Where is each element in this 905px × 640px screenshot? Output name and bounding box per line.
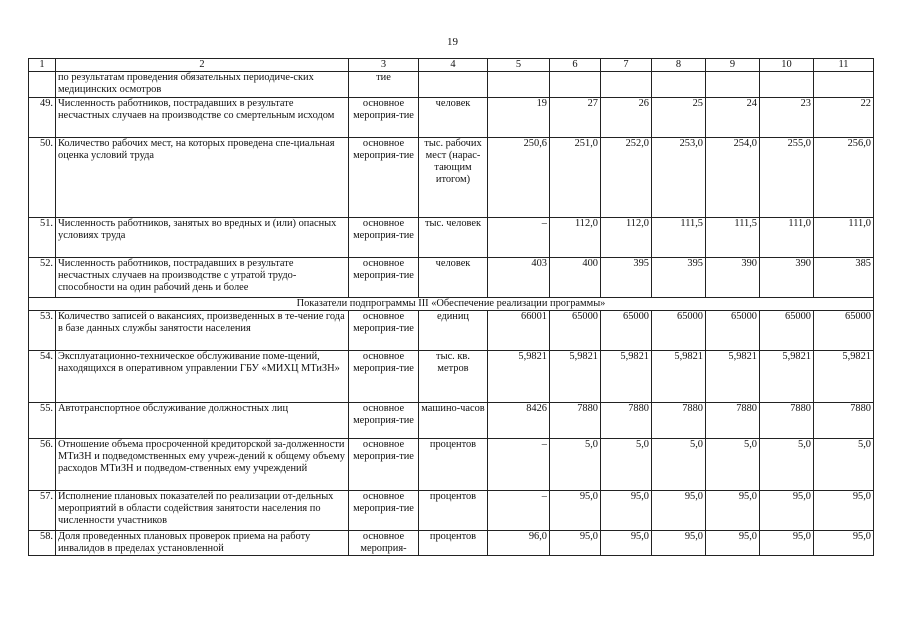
value-cell: 19 — [488, 98, 550, 138]
value-cell: – — [488, 439, 550, 491]
indicator-type: основное мероприя- — [349, 531, 419, 556]
value-cell — [814, 72, 874, 98]
value-cell: 5,9821 — [550, 351, 601, 403]
table-row — [29, 72, 874, 98]
unit-of-measure: тыс. человек — [419, 218, 488, 258]
value-cell: 252,0 — [601, 138, 652, 218]
value-cell: – — [488, 218, 550, 258]
row-number — [29, 72, 56, 98]
unit-of-measure: процентов — [419, 491, 488, 531]
row-number: 50. — [29, 138, 56, 218]
table-row — [29, 311, 874, 351]
indicator-name: Доля проведенных плановых проверок приема на работу инвалидов в пределах установленной — [56, 531, 349, 556]
value-cell: 255,0 — [760, 138, 814, 218]
value-cell: 7880 — [550, 403, 601, 439]
column-header: 11 — [814, 59, 874, 72]
value-cell — [601, 72, 652, 98]
value-cell: 5,9821 — [814, 351, 874, 403]
unit-of-measure: человек — [419, 258, 488, 298]
unit-of-measure: человек — [419, 98, 488, 138]
column-header: 7 — [601, 59, 652, 72]
value-cell: 23 — [760, 98, 814, 138]
value-cell: 5,9821 — [706, 351, 760, 403]
table-row — [29, 531, 874, 556]
unit-of-measure — [419, 72, 488, 98]
indicator-name: Автотранспортное обслуживание должностных лиц — [56, 403, 349, 439]
table-row — [29, 351, 874, 403]
value-cell: 400 — [550, 258, 601, 298]
unit-of-measure: процентов — [419, 439, 488, 491]
unit-of-measure: процентов — [419, 531, 488, 556]
value-cell: 7880 — [760, 403, 814, 439]
unit-of-measure: единиц — [419, 311, 488, 351]
indicator-type: тие — [349, 72, 419, 98]
row-number: 58. — [29, 531, 56, 556]
table-row — [29, 98, 874, 138]
row-number: 57. — [29, 491, 56, 531]
value-cell: 112,0 — [601, 218, 652, 258]
row-number: 55. — [29, 403, 56, 439]
column-header: 3 — [349, 59, 419, 72]
indicator-name: Количество рабочих мест, на которых проведена спе-циальная оценка условий труда — [56, 138, 349, 218]
value-cell: 95,0 — [652, 531, 706, 556]
column-header: 4 — [419, 59, 488, 72]
page-number: 19 — [447, 36, 458, 48]
column-header: 2 — [56, 59, 349, 72]
value-cell: 95,0 — [760, 531, 814, 556]
value-cell: 403 — [488, 258, 550, 298]
value-cell — [706, 72, 760, 98]
row-number: 51. — [29, 218, 56, 258]
value-cell: 5,9821 — [760, 351, 814, 403]
value-cell: 96,0 — [488, 531, 550, 556]
value-cell: 395 — [652, 258, 706, 298]
row-number: 49. — [29, 98, 56, 138]
table-header — [29, 59, 874, 72]
table-row — [29, 403, 874, 439]
value-cell: 111,0 — [814, 218, 874, 258]
header-row — [29, 59, 874, 72]
column-header: 9 — [706, 59, 760, 72]
value-cell: 95,0 — [550, 491, 601, 531]
indicator-name: Исполнение плановых показателей по реализации от-дельных мероприятий в области содействия занятости населения по численности участников — [56, 491, 349, 531]
value-cell: 95,0 — [550, 531, 601, 556]
indicator-type: основное мероприя-тие — [349, 138, 419, 218]
indicator-name: Численность работников, пострадавших в результате несчастных случаев на производстве с утратой трудо-способности на один рабочий день и более — [56, 258, 349, 298]
row-number: 54. — [29, 351, 56, 403]
value-cell: 22 — [814, 98, 874, 138]
value-cell: 7880 — [601, 403, 652, 439]
value-cell: 5,9821 — [601, 351, 652, 403]
value-cell: 27 — [550, 98, 601, 138]
value-cell: 95,0 — [601, 491, 652, 531]
indicator-name: Отношение объема просроченной кредиторской за-долженности МТиЗН и подведомственных ему учреж-дений к общему объему расходов МТиЗН и подведом-ственных ему учреждений — [56, 439, 349, 491]
indicator-name: по результатам проведения обязательных периодиче-ских медицинских осмотров — [56, 72, 349, 98]
table-row — [29, 439, 874, 491]
value-cell: 65000 — [652, 311, 706, 351]
table-row — [29, 138, 874, 218]
value-cell: 390 — [760, 258, 814, 298]
value-cell: 95,0 — [706, 531, 760, 556]
value-cell: 5,0 — [760, 439, 814, 491]
value-cell: 5,0 — [706, 439, 760, 491]
value-cell: 111,5 — [652, 218, 706, 258]
column-header: 5 — [488, 59, 550, 72]
unit-of-measure: машино-часов — [419, 403, 488, 439]
column-header: 1 — [29, 59, 56, 72]
value-cell: 253,0 — [652, 138, 706, 218]
indicator-type: основное мероприя-тие — [349, 311, 419, 351]
value-cell: 95,0 — [706, 491, 760, 531]
indicator-name: Количество записей о вакансиях, произведенных в те-чение года в базе данных службы занятости населения — [56, 311, 349, 351]
value-cell: 5,9821 — [488, 351, 550, 403]
column-header: 6 — [550, 59, 601, 72]
value-cell: 385 — [814, 258, 874, 298]
value-cell: 24 — [706, 98, 760, 138]
row-number: 52. — [29, 258, 56, 298]
section-title: Показатели подпрограммы III «Обеспечение реализации программы» — [29, 298, 874, 311]
value-cell — [550, 72, 601, 98]
value-cell: 256,0 — [814, 138, 874, 218]
value-cell: 65000 — [550, 311, 601, 351]
value-cell: 250,6 — [488, 138, 550, 218]
value-cell: 95,0 — [652, 491, 706, 531]
indicator-name: Численность работников, занятых во вредных и (или) опасных условиях труда — [56, 218, 349, 258]
indicator-type: основное мероприя-тие — [349, 439, 419, 491]
value-cell: 7880 — [814, 403, 874, 439]
indicator-name: Эксплуатационно-техническое обслуживание поме-щений, находящихся в оперативном управлении ГБУ «МИХЦ МТиЗН» — [56, 351, 349, 403]
section-row — [29, 298, 874, 311]
value-cell — [652, 72, 706, 98]
value-cell: 7880 — [706, 403, 760, 439]
value-cell: 95,0 — [760, 491, 814, 531]
value-cell: 65000 — [814, 311, 874, 351]
column-header: 10 — [760, 59, 814, 72]
value-cell: 65000 — [760, 311, 814, 351]
table-body — [29, 72, 874, 556]
indicator-type: основное мероприя-тие — [349, 98, 419, 138]
table-row — [29, 258, 874, 298]
value-cell: 65000 — [706, 311, 760, 351]
row-number: 56. — [29, 439, 56, 491]
value-cell: 7880 — [652, 403, 706, 439]
indicator-type: основное мероприя-тие — [349, 351, 419, 403]
value-cell: 5,0 — [814, 439, 874, 491]
value-cell: 95,0 — [601, 531, 652, 556]
value-cell: 395 — [601, 258, 652, 298]
table-row — [29, 491, 874, 531]
value-cell: 112,0 — [550, 218, 601, 258]
value-cell: – — [488, 491, 550, 531]
value-cell: 95,0 — [814, 531, 874, 556]
table-row — [29, 218, 874, 258]
value-cell — [488, 72, 550, 98]
value-cell: 8426 — [488, 403, 550, 439]
value-cell: 111,0 — [760, 218, 814, 258]
column-header: 8 — [652, 59, 706, 72]
value-cell — [760, 72, 814, 98]
indicator-type: основное мероприя-тие — [349, 258, 419, 298]
value-cell: 251,0 — [550, 138, 601, 218]
value-cell: 95,0 — [814, 491, 874, 531]
value-cell: 5,0 — [652, 439, 706, 491]
value-cell: 5,0 — [601, 439, 652, 491]
value-cell: 5,9821 — [652, 351, 706, 403]
indicators-table — [28, 58, 874, 556]
value-cell: 65000 — [601, 311, 652, 351]
value-cell: 390 — [706, 258, 760, 298]
indicator-name: Численность работников, пострадавших в результате несчастных случаев на производстве со смертельным исходом — [56, 98, 349, 138]
row-number: 53. — [29, 311, 56, 351]
indicator-type: основное мероприя-тие — [349, 403, 419, 439]
value-cell: 26 — [601, 98, 652, 138]
indicator-type: основное мероприя-тие — [349, 491, 419, 531]
unit-of-measure: тыс. рабочих мест (нарас-тающим итогом) — [419, 138, 488, 218]
value-cell: 25 — [652, 98, 706, 138]
indicator-type: основное мероприя-тие — [349, 218, 419, 258]
value-cell: 254,0 — [706, 138, 760, 218]
value-cell: 5,0 — [550, 439, 601, 491]
unit-of-measure: тыс. кв. метров — [419, 351, 488, 403]
value-cell: 111,5 — [706, 218, 760, 258]
value-cell: 66001 — [488, 311, 550, 351]
